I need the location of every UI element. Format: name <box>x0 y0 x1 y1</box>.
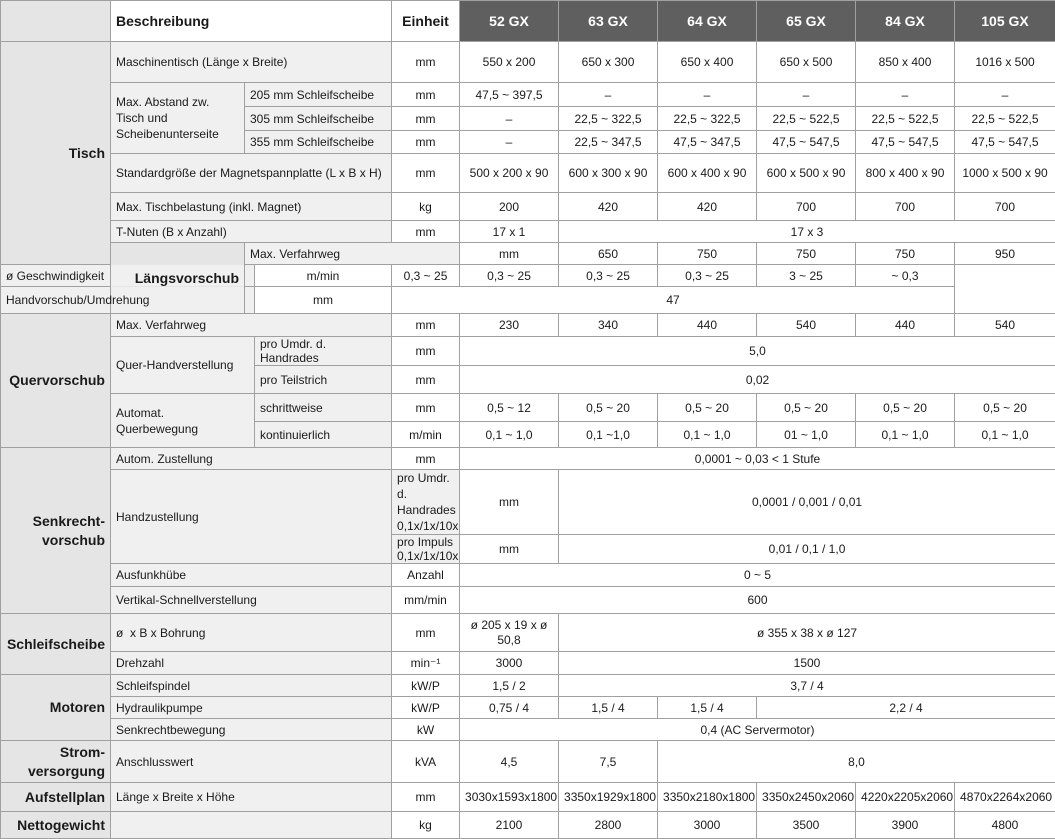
value-cell: ø 355 x 38 x ø 127 <box>559 614 1055 652</box>
value-cell: 600 x 500 x 90 <box>757 154 856 193</box>
value-cell: 7,5 <box>559 741 658 783</box>
value-cell: 0,5 ~ 20 <box>856 394 955 422</box>
table-row <box>1 448 1055 470</box>
value-cell: 2800 <box>559 812 658 839</box>
value-cell: 3 ~ 25 <box>757 265 856 287</box>
table-row <box>1 783 1055 812</box>
value-cell: 1016 x 500 <box>955 42 1055 83</box>
table-row <box>1 697 1055 719</box>
row-label: T-Nuten (B x Anzahl) <box>111 221 392 243</box>
unit-cell: mm/min <box>392 587 460 614</box>
header-corner <box>1 1 111 42</box>
value-cell: – <box>955 83 1055 107</box>
unit-cell: mm <box>392 394 460 422</box>
value-cell: 0,5 ~ 20 <box>658 394 757 422</box>
value-cell: 0,3 ~ 25 <box>392 265 460 287</box>
value-cell: 700 <box>955 193 1055 221</box>
value-cell: 750 <box>658 243 757 265</box>
unit-cell: mm <box>392 42 460 83</box>
value-cell: 0,02 <box>460 366 1055 394</box>
value-cell: 230 <box>460 314 559 337</box>
row-sublabel: 355 mm Schleifscheibe <box>245 131 392 154</box>
value-cell: 0,4 (AC Servermotor) <box>460 719 1055 741</box>
value-cell: 0,1 ~ 1,0 <box>955 422 1055 448</box>
value-cell: – <box>757 83 856 107</box>
row-label: Max. Verfahrweg <box>245 243 460 265</box>
unit-cell: kW/P <box>392 697 460 719</box>
value-cell: 0,5 ~ 20 <box>559 394 658 422</box>
group-aufstellplan: Aufstellplan <box>1 783 111 812</box>
value-cell: 5,0 <box>460 337 1055 366</box>
value-cell: 47,5 ~ 547,5 <box>757 131 856 154</box>
value-cell: 800 x 400 x 90 <box>856 154 955 193</box>
value-cell: 440 <box>856 314 955 337</box>
value-cell: 4800 <box>955 812 1055 839</box>
unit-cell: mm <box>392 221 460 243</box>
value-cell: 47,5 ~ 347,5 <box>658 131 757 154</box>
row-label: Maschinentisch (Länge x Breite) <box>111 42 392 83</box>
value-cell: 01 ~ 1,0 <box>757 422 856 448</box>
value-cell: 950 <box>955 243 1055 265</box>
row-sublabel: pro Teilstrich <box>255 366 392 394</box>
value-cell: 4,5 <box>460 741 559 783</box>
group-quervorschub: Quervorschub <box>1 314 111 448</box>
value-cell: ø 205 x 19 x ø 50,8 <box>460 614 559 652</box>
value-cell: – <box>559 83 658 107</box>
value-cell: 3500 <box>757 812 856 839</box>
value-cell: 0,1 ~ 1,0 <box>658 422 757 448</box>
value-cell: 700 <box>856 193 955 221</box>
table-row <box>1 221 1055 243</box>
value-cell: 17 x 1 <box>460 221 559 243</box>
value-cell: 0,75 / 4 <box>460 697 559 719</box>
value-cell: 0,01 / 0,1 / 1,0 <box>559 535 1055 564</box>
value-cell: 3900 <box>856 812 955 839</box>
group-tisch: Tisch <box>1 42 111 265</box>
row-label: Schleifspindel <box>111 675 392 697</box>
table-row <box>1 470 1055 535</box>
group-label-text: Strom- versorgung <box>28 744 105 779</box>
value-cell: 0,1 ~ 1,0 <box>856 422 955 448</box>
table-row <box>1 614 1055 652</box>
value-cell: 47,5 ~ 547,5 <box>955 131 1055 154</box>
value-cell: 500 x 200 x 90 <box>460 154 559 193</box>
row-label: Max. Tischbelastung (inkl. Magnet) <box>111 193 392 221</box>
unit-cell: mm <box>392 366 460 394</box>
value-cell: 850 x 400 <box>856 42 955 83</box>
value-cell: 0,3 ~ 25 <box>658 265 757 287</box>
unit-cell: kVA <box>392 741 460 783</box>
value-cell: 2100 <box>460 812 559 839</box>
table-row <box>1 287 1055 314</box>
header-model: 63 GX <box>559 1 658 42</box>
row-sublabel: kontinuierlich <box>255 422 392 448</box>
group-senkrechtvorschub <box>1 448 111 614</box>
unit-cell: Anzahl <box>392 564 460 587</box>
value-cell: 0,3 ~ 25 <box>559 265 658 287</box>
unit-cell: min⁻¹ <box>392 652 460 675</box>
value-cell: 2,2 / 4 <box>757 697 1055 719</box>
header-einheit: Einheit <box>392 1 460 42</box>
value-cell: 750 <box>757 243 856 265</box>
row-label: Drehzahl <box>111 652 392 675</box>
row-label <box>111 812 392 839</box>
row-sublabel: schrittweise <box>255 394 392 422</box>
unit-cell: mm <box>460 535 559 564</box>
unit-cell: kW/P <box>392 675 460 697</box>
value-cell: 22,5 ~ 522,5 <box>856 107 955 131</box>
value-cell: 0,5 ~ 20 <box>757 394 856 422</box>
value-cell: 1000 x 500 x 90 <box>955 154 1055 193</box>
table-row <box>1 812 1055 839</box>
value-cell: 3350x1929x1800 <box>559 783 658 812</box>
row-label: Länge x Breite x Höhe <box>111 783 392 812</box>
value-cell: 0,5 ~ 20 <box>955 394 1055 422</box>
unit-cell: kW <box>392 719 460 741</box>
row-sublabel: 305 mm Schleifscheibe <box>245 107 392 131</box>
group-label-text: Senkrecht- vorschub <box>33 513 105 548</box>
value-cell: 47,5 ~ 397,5 <box>460 83 559 107</box>
row-label: Max. Verfahrweg <box>111 314 392 337</box>
table-row <box>1 741 1055 783</box>
group-motoren: Motoren <box>1 675 111 741</box>
group-laengsvorschub: Längsvorschub <box>111 243 245 314</box>
unit-cell: mm <box>392 314 460 337</box>
unit-cell: mm <box>392 337 460 366</box>
value-cell: 22,5 ~ 522,5 <box>955 107 1055 131</box>
table-row <box>1 154 1055 193</box>
value-cell: – <box>856 83 955 107</box>
table-row <box>1 719 1055 741</box>
row-label: Handzustellung <box>111 470 392 564</box>
value-cell: 440 <box>658 314 757 337</box>
value-cell: 650 x 300 <box>559 42 658 83</box>
value-cell: 420 <box>658 193 757 221</box>
table-row <box>1 83 1055 107</box>
row-label: Vertikal-Schnellverstellung <box>111 587 392 614</box>
table-row <box>1 337 1055 366</box>
value-cell: 0,5 ~ 12 <box>460 394 559 422</box>
value-cell: 4870x2264x2060 <box>955 783 1055 812</box>
row-sublabel: pro Umdr. d. Handrades <box>255 337 392 366</box>
value-cell: 1,5 / 4 <box>658 697 757 719</box>
row-label: Handvorschub/Umdrehung <box>1 287 255 314</box>
value-cell: 1,5 / 2 <box>460 675 559 697</box>
value-cell: 0,3 ~ 25 <box>460 265 559 287</box>
value-cell: 200 <box>460 193 559 221</box>
unit-cell: mm <box>460 243 559 265</box>
row-label: Anschlusswert <box>111 741 392 783</box>
value-cell: 1500 <box>559 652 1055 675</box>
header-model: 52 GX <box>460 1 559 42</box>
value-cell: 540 <box>757 314 856 337</box>
table-row <box>1 587 1055 614</box>
value-cell: 600 x 400 x 90 <box>658 154 757 193</box>
value-cell: 1,5 / 4 <box>559 697 658 719</box>
row-label-text: Automat. Querbewegung <box>116 405 186 437</box>
unit-cell: mm <box>392 83 460 107</box>
unit-cell: mm <box>392 154 460 193</box>
group-nettogewicht: Nettogewicht <box>1 812 111 839</box>
group-schleifscheibe: Schleifscheibe <box>1 614 111 675</box>
header-model: 64 GX <box>658 1 757 42</box>
value-cell: 0 ~ 5 <box>460 564 1055 587</box>
value-cell: 3030x1593x1800 <box>460 783 559 812</box>
unit-cell: kg <box>392 812 460 839</box>
unit-cell: kg <box>392 193 460 221</box>
unit-cell: mm <box>392 107 460 131</box>
header-model: 84 GX <box>856 1 955 42</box>
value-cell: – <box>658 83 757 107</box>
row-sublabel: pro Umdr. d. Handrades 0,1x/1x/10x <box>392 470 460 535</box>
value-cell: 47,5 ~ 547,5 <box>856 131 955 154</box>
value-cell: 3000 <box>658 812 757 839</box>
row-label: ø x B x Bohrung <box>111 614 392 652</box>
value-cell: 22,5 ~ 347,5 <box>559 131 658 154</box>
unit-cell: mm <box>392 614 460 652</box>
value-cell: 0,1 ~ 1,0 <box>460 422 559 448</box>
row-label: Hydraulikpumpe <box>111 697 392 719</box>
unit-cell: mm <box>255 287 392 314</box>
row-sublabel: pro Impuls 0,1x/1x/10x <box>392 535 460 564</box>
value-cell: 600 <box>460 587 1055 614</box>
unit-cell: mm <box>392 448 460 470</box>
table-row <box>1 564 1055 587</box>
row-label <box>111 394 255 448</box>
value-cell: 650 x 400 <box>658 42 757 83</box>
table-row <box>1 243 1055 265</box>
row-label: Senkrechtbewegung <box>111 719 392 741</box>
value-cell: – <box>460 131 559 154</box>
value-cell: 22,5 ~ 322,5 <box>559 107 658 131</box>
row-label: Autom. Zustellung <box>111 448 392 470</box>
row-label: Quer-Handverstellung <box>111 337 255 394</box>
row-label: Standardgröße der Magnetspannplatte (L x B x H) <box>111 154 392 193</box>
value-cell: ~ 0,3 <box>856 265 955 287</box>
value-cell: 22,5 ~ 522,5 <box>757 107 856 131</box>
value-cell: 650 x 500 <box>757 42 856 83</box>
table-row <box>1 394 1055 422</box>
value-cell: 0,0001 / 0,001 / 0,01 <box>559 470 1055 535</box>
value-cell: – <box>460 107 559 131</box>
value-cell: 47 <box>392 287 955 314</box>
table-row <box>1 652 1055 675</box>
header-model: 105 GX <box>955 1 1055 42</box>
value-cell: 3350x2450x2060 <box>757 783 856 812</box>
header-model: 65 GX <box>757 1 856 42</box>
unit-cell: mm <box>392 783 460 812</box>
value-cell: 4220x2205x2060 <box>856 783 955 812</box>
group-stromversorgung <box>1 741 111 783</box>
row-label: ø Geschwindigkeit <box>1 265 255 287</box>
header-beschreibung: Beschreibung <box>111 1 392 42</box>
value-cell: 420 <box>559 193 658 221</box>
value-cell: 0,1 ~1,0 <box>559 422 658 448</box>
value-cell: 22,5 ~ 322,5 <box>658 107 757 131</box>
value-cell: 650 <box>559 243 658 265</box>
value-cell: 3000 <box>460 652 559 675</box>
unit-cell: mm <box>460 470 559 535</box>
value-cell: 3350x2180x1800 <box>658 783 757 812</box>
unit-cell: m/min <box>255 265 392 287</box>
value-cell: 600 x 300 x 90 <box>559 154 658 193</box>
value-cell: 550 x 200 <box>460 42 559 83</box>
row-label: Max. Abstand zw. Tisch und Scheibenunterseite <box>111 83 245 154</box>
table-row <box>1 42 1055 83</box>
table-row <box>1 314 1055 337</box>
row-label: Ausfunkhübe <box>111 564 392 587</box>
unit-cell: m/min <box>392 422 460 448</box>
table-row <box>1 193 1055 221</box>
value-cell: 540 <box>955 314 1055 337</box>
value-cell: 8,0 <box>658 741 1055 783</box>
table-row <box>1 675 1055 697</box>
unit-cell: mm <box>392 131 460 154</box>
value-cell: 17 x 3 <box>559 221 1055 243</box>
value-cell: 750 <box>856 243 955 265</box>
row-sublabel: 205 mm Schleifscheibe <box>245 83 392 107</box>
header-row <box>1 1 1055 42</box>
value-cell: 0,0001 ~ 0,03 < 1 Stufe <box>460 448 1055 470</box>
value-cell: 3,7 / 4 <box>559 675 1055 697</box>
value-cell: 340 <box>559 314 658 337</box>
value-cell: 700 <box>757 193 856 221</box>
